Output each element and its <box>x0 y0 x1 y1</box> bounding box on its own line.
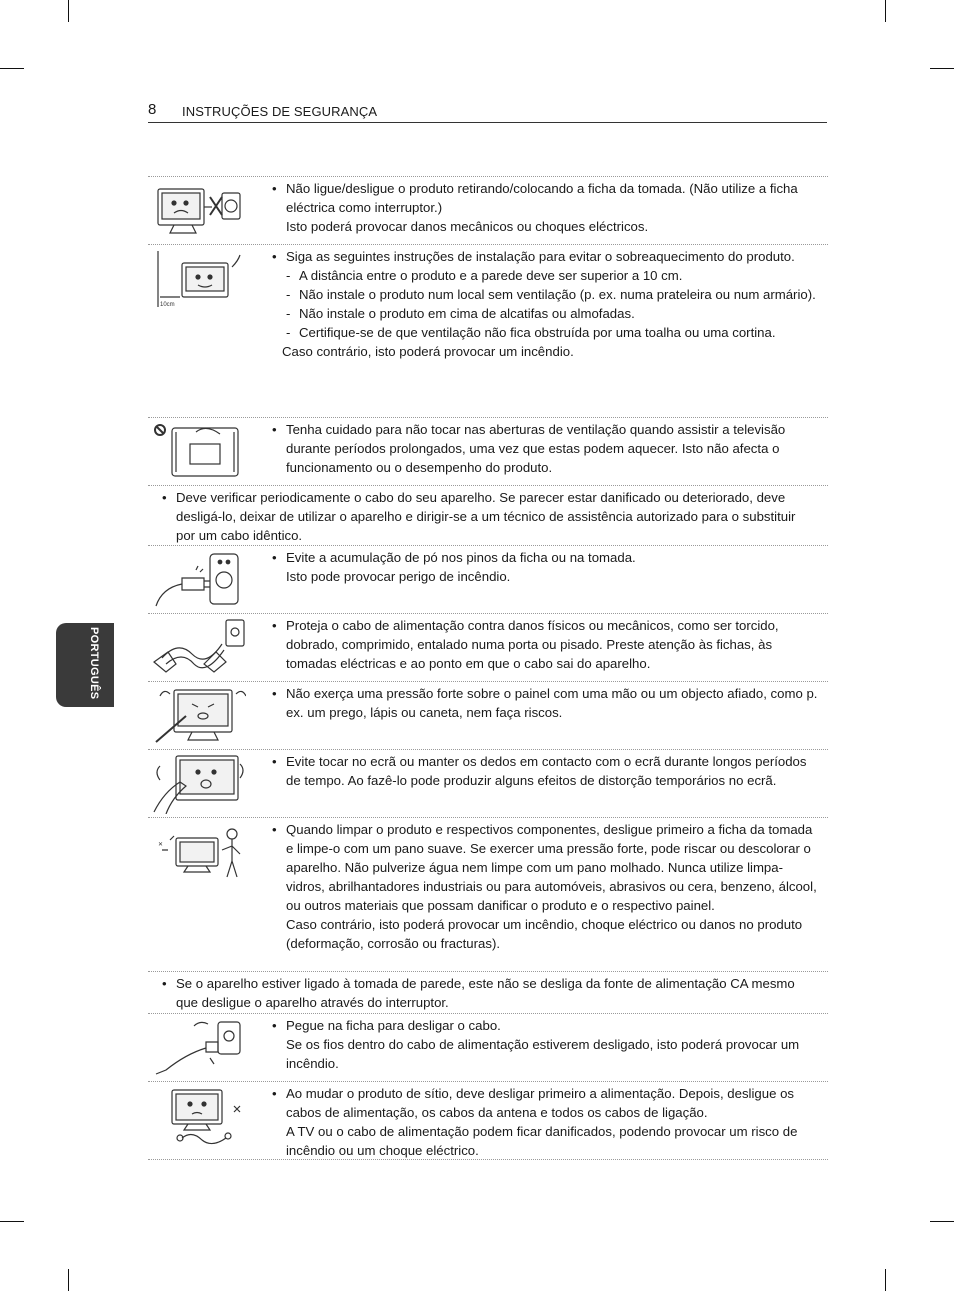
crop-mark <box>0 1221 24 1222</box>
svg-text:✕: ✕ <box>158 842 164 848</box>
plug-dust-illustration <box>152 550 246 612</box>
bullet-text: • Deve verificar periodicamente o cabo do seu aparelho. Se parecer estar danificado ou deteriorado, deve desligá-lo, deixar de utilizar o aparelho e dirigir-se a um técnico de assistência autorizado para o substituir por um cabo idêntico. <box>162 488 818 545</box>
note-text: Caso contrário, isto poderá provocar um incêndio, choque eléctrico ou danos no produto (deformação, corrosão ou fracturas). <box>286 917 803 951</box>
safety-item-cable-check <box>148 486 828 546</box>
safety-list <box>148 176 828 1160</box>
language-tab <box>56 623 114 707</box>
crop-mark <box>68 1269 69 1291</box>
sub-item: - Não instale o produto em cima de alcatifas ou almofadas. <box>272 304 818 323</box>
cable-twist-illustration <box>152 618 246 680</box>
note-text: Se os fios dentro do cabo de alimentação estiverem desligado, isto poderá provocar um incêndio. <box>286 1037 800 1071</box>
section-title: INSTRUÇÕES DE SEGURANÇA <box>182 104 378 119</box>
safety-item-vents <box>148 418 828 486</box>
safety-item-cleaning <box>148 818 828 972</box>
crop-mark <box>885 1269 886 1291</box>
tv-unplug-illustration <box>152 181 246 241</box>
safety-item-installation <box>148 245 828 418</box>
safety-item-wall-outlet <box>148 972 828 1014</box>
crop-mark <box>930 68 954 69</box>
tv-screen-touch-illustration <box>152 754 246 814</box>
crop-mark <box>885 0 886 22</box>
page-number: 8 <box>148 101 157 118</box>
note-text: Isto poderá provocar danos mecânicos ou choques eléctricos. <box>286 219 649 234</box>
note-text: Isto pode provocar perigo de incêndio. <box>286 569 511 584</box>
bullet-text: • Proteja o cabo de alimentação contra danos físicos ou mecânicos, como ser torcido, dobrado, comprimido, entalado numa porta ou pisado. Preste atenção às fichas, às tomadas eléctricas e ao ponto em que o cabo sai do aparelho. <box>272 616 818 673</box>
bullet-text: • Ao mudar o produto de sítio, deve desligar primeiro a alimentação. Depois, desligue os cabos de alimentação, os cabos da antena e todos os cabos de ligação. <box>272 1084 818 1122</box>
bullet-text: • Tenha cuidado para não tocar nas aberturas de ventilação quando assistir a televisão durante períodos prolongados, uma vez que estas podem aquecer. Isto não afecta o funcionamento ou o desempenho do produto. <box>272 420 818 477</box>
crop-mark <box>930 1221 954 1222</box>
language-tab-label: PORTUGUÊS <box>88 627 100 700</box>
tv-disconnect-cables-illustration <box>152 1086 246 1146</box>
bullet-text: • Pegue na ficha para desligar o cabo. <box>272 1016 818 1035</box>
sub-item: - Não instale o produto num local sem ventilação (p. ex. numa prateleira ou num armário). <box>272 285 818 304</box>
tv-cleaning-illustration <box>152 822 246 882</box>
safety-item-pressure <box>148 682 828 750</box>
safety-item-hold-plug <box>148 1014 828 1082</box>
safety-item-moving <box>148 1082 828 1160</box>
crop-mark <box>0 68 24 69</box>
safety-item-protect-cable <box>148 614 828 682</box>
tv-pressure-illustration <box>152 686 246 746</box>
tail-text: Caso contrário, isto poderá provocar um incêndio. <box>282 344 574 359</box>
bullet-text: • Quando limpar o produto e respectivos componentes, desligue primeiro a ficha da tomada e limpe-o com um pano suave. Se exercer uma pressão forte, pode riscar ou descolorar o aparelho. Não pulverize água nem limpe com um pano molhado. Nunca utilize limpa-vidros, abrilhantadores industriais ou para automóveis, abrasivos ou cera, benzeno, álcool, ou outros materiais que possam danificar o produto e o respectivo painel. <box>272 820 818 915</box>
bullet-text: • Siga as seguintes instruções de instalação para evitar o sobreaquecimento do produto. <box>272 247 818 266</box>
hold-plug-illustration <box>152 1018 246 1078</box>
bullet-text: • Evite tocar no ecrã ou manter os dedos em contacto com o ecrã durante longos períodos de tempo. Ao fazê-lo pode produzir alguns efeitos de distorção temporários no ecrã. <box>272 752 818 790</box>
bullet-text: • Evite a acumulação de pó nos pinos da ficha ou na tomada. <box>272 548 818 567</box>
page-header <box>148 100 827 123</box>
sub-item: - Certifique-se de que ventilação não fica obstruída por uma toalha ou uma cortina. <box>272 323 818 342</box>
tv-vents-no-touch-illustration <box>152 422 246 482</box>
safety-item-dust <box>148 546 828 614</box>
note-text: A TV ou o cabo de alimentação podem ficar danificados, podendo provocar um risco de incêndio ou um choque eléctrico. <box>286 1124 798 1158</box>
tv-wall-distance-illustration <box>152 249 246 311</box>
bullet-text: • Se o aparelho estiver ligado à tomada de parede, este não se desliga da fonte de alimentação CA mesmo que desligue o aparelho através do interruptor. <box>162 974 818 1012</box>
distance-label: 10cm <box>160 302 175 308</box>
safety-item-touch <box>148 750 828 818</box>
crop-mark <box>68 0 69 22</box>
bullet-text: • Não ligue/desligue o produto retirando/colocando a ficha da tomada. (Não utilize a ficha eléctrica como interruptor.) <box>272 179 818 217</box>
safety-item-plug <box>148 177 828 245</box>
sub-item: - A distância entre o produto e a parede deve ser superior a 10 cm. <box>272 266 818 285</box>
bullet-text: • Não exerça uma pressão forte sobre o painel com uma mão ou um objecto afiado, como p. ex. um prego, lápis ou caneta, nem faça riscos. <box>272 684 818 722</box>
